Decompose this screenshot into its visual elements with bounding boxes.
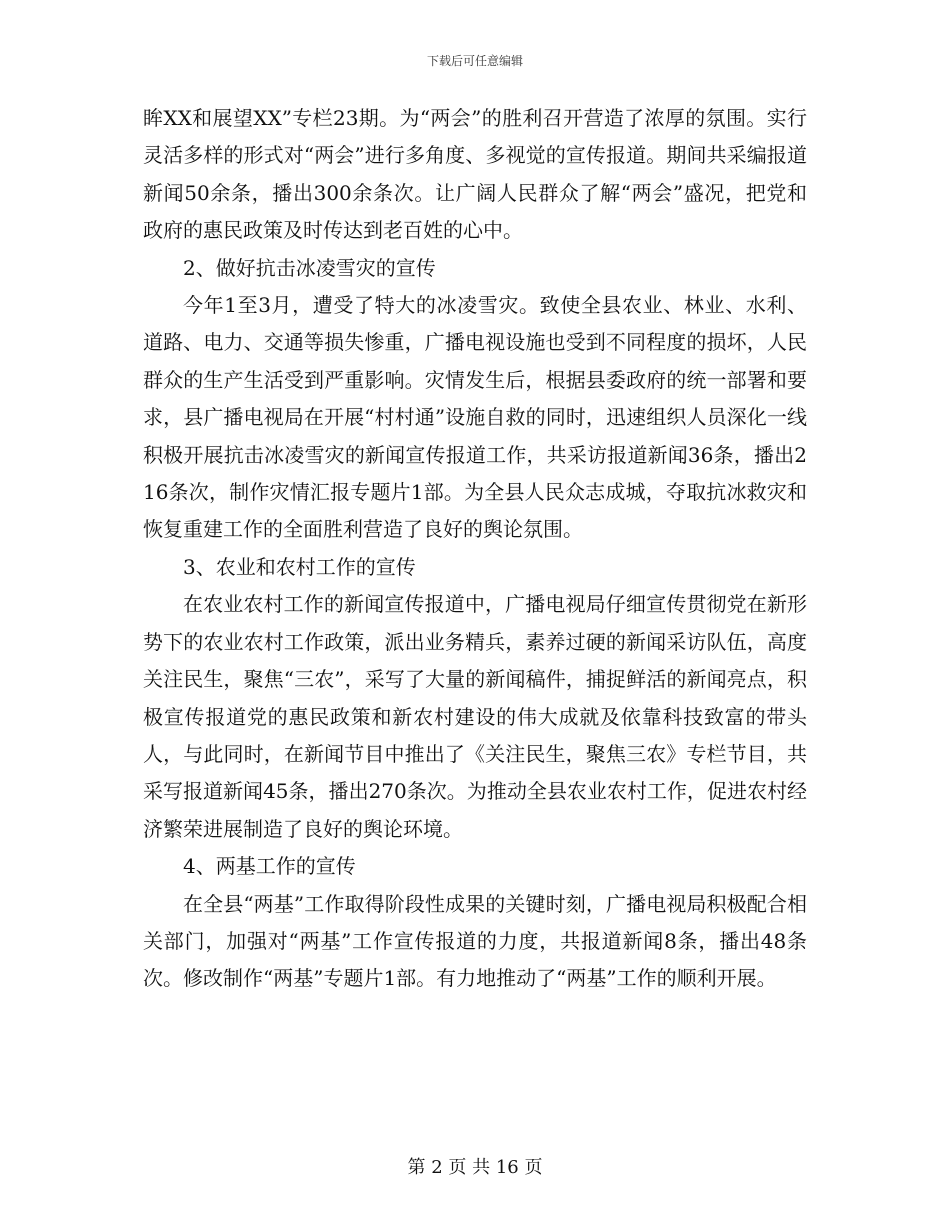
paragraph-two-basics: 在全县“两基”工作取得阶段性成果的关键时刻，广播电视局积极配合相关部门，加强对“两基”工作宣传报道的力度，共报道新闻8条，播出48条次。修改制作“两基”专题片1部。有力地推动了“两基”工作的顺利开展。 (143, 891, 807, 991)
paragraph-disaster: 今年1至3月，遭受了特大的冰凌雪灾。致使全县农业、林业、水利、道路、电力、交通等损失惨重，广播电视设施也受到不同程度的损坏，人民群众的生产生活受到严重影响。灾情发生后，根据县委政府的统一部署和要求，县广播电视局在开展“村村通”设施自救的同时，迅速组织人员深化一线积极开展抗击冰凌雪灾的新闻宣传报道工作，共采访报道新闻36条，播出216条次，制作灾情汇报专题片1部。为全县人民众志成城，夺取抗冰救灾和恢复重建工作的全面胜利营造了良好的舆论氛围。 (143, 293, 807, 542)
paragraph-continued: 眸XX和展望XX”专栏23期。为“两会”的胜利召开营造了浓厚的氛围。实行灵活多样的形式对“两会”进行多角度、多视觉的宣传报道。期间共采编报道新闻50余条，播出300余条次。让广阔人民群众了解“两会”盛况，把党和政府的惠民政策及时传达到老百姓的心中。 (143, 106, 807, 243)
section-heading-two-basics: 4、两基工作的宣传 (183, 854, 356, 879)
page-footer: 第 2 页 共 16 页 (407, 1157, 543, 1178)
page-header: 下载后可任意编辑 (426, 54, 523, 68)
section-heading-agriculture: 3、农业和农村工作的宣传 (183, 554, 416, 579)
document-body (143, 100, 807, 998)
paragraph-agriculture: 在农业农村工作的新闻宣传报道中，广播电视局仔细宣传贯彻党在新形势下的农业农村工作政策，派出业务精兵，素养过硬的新闻采访队伍，高度关注民生，聚焦“三农”，采写了大量的新闻稿件，捕捉鲜活的新闻亮点，积极宣传报道党的惠民政策和新农村建设的伟大成就及依靠科技致富的带头人，与此同时，在新闻节目中推出了《关注民生，聚焦三农》专栏节目，共采写报道新闻45条，播出270条次。为推动全县农业农村工作，促进农村经济繁荣进展制造了良好的舆论环境。 (143, 592, 807, 841)
section-heading-disaster: 2、做好抗击冰凌雪灾的宣传 (183, 255, 436, 280)
